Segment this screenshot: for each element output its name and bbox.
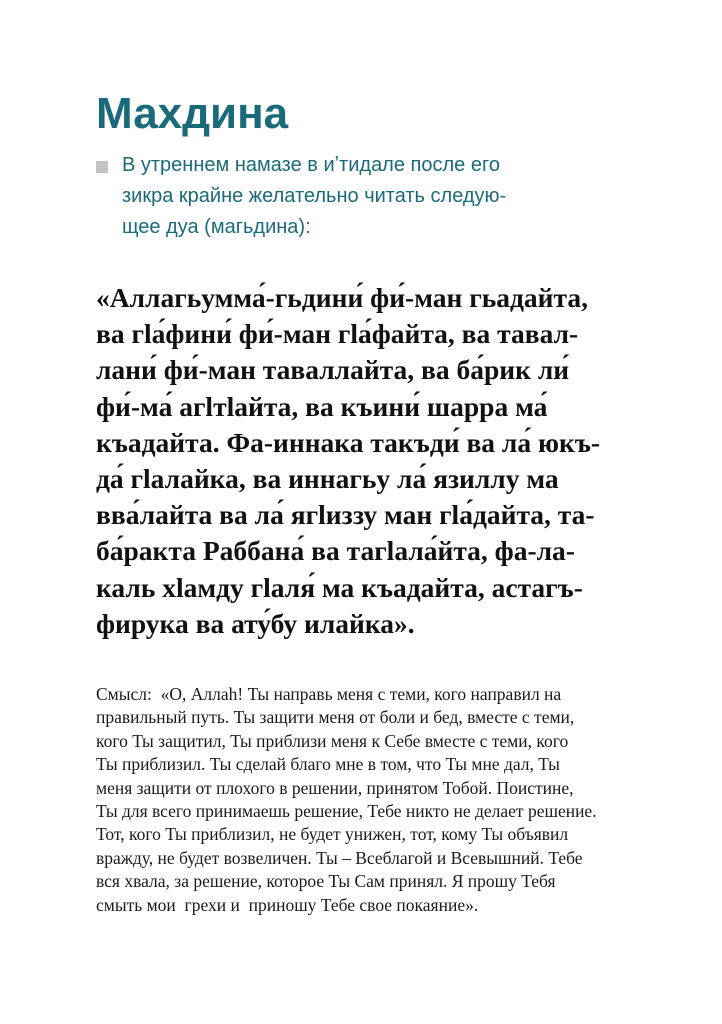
meaning-line: Смысл: «О, Аллаh! Ты направь меня с теми, кого направил на [96,684,562,704]
meaning-line: правильный путь. Ты защити меня от боли и бед, вместе с теми, [96,707,575,728]
dua-line: ва гlа́фини́ фи́-ман гlа́файта, ва тавал- [96,318,579,350]
intro-line: щее дуа (магьдина): [122,216,311,238]
meaning-line: меня защити от плохого в решении, принятом Тобой. Поистине, [96,777,574,798]
dua-line: лани́ фи́-ман таваллайта, ва ба́рик ли́ [96,354,570,386]
page-title: Махдина [96,89,289,138]
meaning-line: вся хвала, за решение, которое Ты Сам принял. Я прошу Тебя [96,871,556,892]
dua-line: каль хlамду гlаля́ ма къадайта, астагъ- [96,571,583,603]
meaning-line: вражду, не будет возвеличен. Ты – Всеблагой и Всевышний. Тебе [96,847,583,868]
meaning-line: смыть мои грехи и приношу Тебе свое покаяние». [96,894,479,915]
meaning-line: Тот, кого Ты приблизил, не будет унижен, тот, кому Ты объявил [96,824,569,845]
dua-line: фи́-ма́ агlтlайта, ва къини́ шарра ма́ [96,390,548,422]
meaning-line: кого Ты защитил, Ты приблизи меня к Себе вместе с теми, кого [96,730,569,751]
dua-line: «Аллагьумма́-гьдини́ фи́-ман гьадайта, [96,282,588,313]
intro-paragraph [96,150,626,243]
dua-line: да́ гlалайка, ва иннагьу ла́ язиллу ма [96,463,559,495]
dua-text [96,280,656,642]
intro-line: зикра крайне желательно читать следую- [122,185,507,207]
dua-line: вва́лайта ва ла́ ягlиззу ман гlа́дайта, та- [96,499,595,531]
meaning-paragraph [96,683,676,917]
dua-line: ба́ракта Раббана́ ва тагlала́йта, фа-ла- [96,535,575,567]
dua-line: фирука ва ату́бу илайка». [96,607,415,639]
square-bullet-icon [96,161,108,173]
meaning-line: Ты для всего принимаешь решение, Тебе никто не делает решение. [96,801,597,822]
intro-line: В утреннем намазе в иʼтидале после его [122,154,500,176]
meaning-line: Ты приблизил. Ты сделай благо мне в том, что Ты мне дал, Ты [96,754,560,775]
dua-line: къадайта. Фа-иннака такъди́ ва ла́ юкъ- [96,426,601,458]
